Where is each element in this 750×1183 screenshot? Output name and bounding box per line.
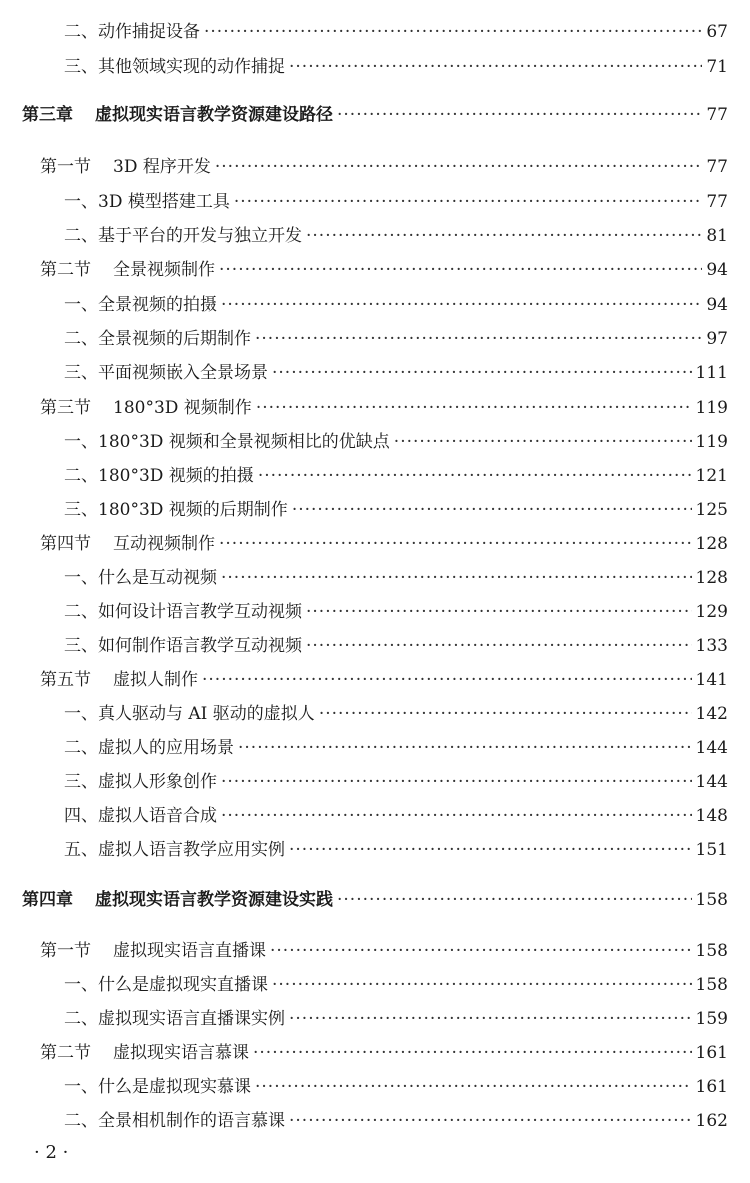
toc-entry-text	[64, 839, 285, 861]
toc-subsection	[64, 635, 728, 657]
toc-subsection	[64, 1110, 728, 1132]
toc-entry-text	[40, 533, 215, 555]
toc-entry-title: 三、如何制作语言教学互动视频	[64, 636, 302, 656]
toc-section	[40, 533, 728, 555]
dot-leader	[289, 56, 702, 78]
toc-entry-text	[40, 156, 211, 178]
dot-leader	[306, 601, 692, 623]
toc-entry-title: 虚拟现实语言教学资源建设路径	[95, 105, 333, 125]
toc-subsection	[64, 974, 728, 996]
toc-subsection	[64, 737, 728, 759]
toc-entry-title: 二、180°3D 视频的拍摄	[64, 466, 254, 486]
toc-entry-title: 三、180°3D 视频的后期制作	[64, 500, 288, 520]
toc-entry-page: 77	[706, 157, 728, 177]
dot-leader	[215, 156, 703, 178]
toc-entry-title: 一、180°3D 视频和全景视频相比的优缺点	[64, 432, 390, 452]
toc-entry-title: 互动视频制作	[113, 534, 215, 554]
toc-subsection	[64, 1076, 728, 1098]
dot-leader	[202, 669, 692, 691]
toc-entry-label: 第五节	[40, 670, 91, 690]
toc-entry-text	[64, 499, 288, 521]
toc-entry-text	[64, 191, 230, 213]
toc-entry-page: 148	[695, 806, 728, 826]
toc-entry-text	[64, 328, 251, 350]
toc-entry-text	[40, 1042, 249, 1064]
toc-entry-text	[64, 1110, 285, 1132]
toc-entry-page: 158	[695, 975, 728, 995]
toc-subsection	[64, 328, 728, 350]
toc-entry-page: 77	[706, 105, 728, 125]
toc-entry-page: 144	[695, 772, 728, 792]
toc-entry-title: 一、3D 模型搭建工具	[64, 192, 230, 212]
toc-entry-page: 158	[695, 941, 728, 961]
dot-leader	[221, 294, 702, 316]
toc-entry-text	[64, 771, 217, 793]
toc-entry-title: 二、虚拟人的应用场景	[64, 738, 234, 758]
dot-leader	[219, 259, 702, 281]
toc-subsection	[64, 601, 728, 623]
toc-entry-text	[64, 974, 268, 996]
toc-subsection	[64, 431, 728, 453]
toc-entry-title: 3D 程序开发	[113, 157, 211, 177]
toc-entry-title: 二、全景视频的后期制作	[64, 329, 251, 349]
dot-leader	[289, 1110, 692, 1132]
toc-entry-text	[64, 56, 285, 78]
toc-entry-title: 二、虚拟现实语言直播课实例	[64, 1009, 285, 1029]
toc-entry-text	[64, 601, 302, 623]
toc-entry-page: 128	[695, 568, 728, 588]
toc-subsection	[64, 191, 728, 213]
toc-entry-page: 81	[706, 226, 728, 246]
toc-entry-page: 161	[695, 1043, 728, 1063]
toc-entry-title: 一、什么是互动视频	[64, 568, 217, 588]
toc-subsection	[64, 703, 728, 725]
toc-entry-text	[22, 889, 333, 911]
toc-entry-label: 第一节	[40, 157, 91, 177]
dot-leader	[255, 328, 702, 350]
dot-leader	[238, 737, 692, 759]
toc-entry-page: 119	[695, 398, 728, 418]
page-number: · 2 ·	[34, 1142, 69, 1163]
dot-leader	[255, 1076, 692, 1098]
toc-entry-page: 128	[695, 534, 728, 554]
toc-chapter	[22, 889, 728, 911]
toc-entry-page: 94	[706, 295, 728, 315]
toc-section	[40, 397, 728, 419]
dot-leader	[221, 567, 692, 589]
dot-leader	[221, 805, 692, 827]
toc-entry-title: 三、虚拟人形象创作	[64, 772, 217, 792]
dot-leader	[256, 397, 692, 419]
toc-entry-page: 94	[706, 260, 728, 280]
toc-entry-label: 第二节	[40, 1043, 91, 1063]
dot-leader	[289, 1008, 692, 1030]
toc-entry-label: 第四节	[40, 534, 91, 554]
dot-leader	[292, 499, 692, 521]
toc-entry-label: 第四章	[22, 890, 73, 910]
dot-leader	[234, 191, 703, 213]
dot-leader	[394, 431, 692, 453]
toc-subsection	[64, 56, 728, 78]
toc-entry-page: 141	[695, 670, 728, 690]
toc-entry-text	[64, 294, 217, 316]
toc-entry-text	[64, 21, 200, 43]
dot-leader	[319, 703, 692, 725]
toc-subsection	[64, 294, 728, 316]
dot-leader	[219, 533, 692, 555]
toc-subsection	[64, 805, 728, 827]
toc-entry-page: 67	[706, 22, 728, 42]
toc-entry-page: 133	[695, 636, 728, 656]
toc-entry-page: 158	[695, 890, 728, 910]
toc-chapter	[22, 104, 728, 126]
toc-subsection	[64, 1008, 728, 1030]
toc-entry-label: 第二节	[40, 260, 91, 280]
toc-entry-title: 四、虚拟人语音合成	[64, 806, 217, 826]
toc-subsection	[64, 225, 728, 247]
toc-entry-title: 全景视频制作	[113, 260, 215, 280]
dot-leader	[221, 771, 692, 793]
toc-entry-title: 一、什么是虚拟现实直播课	[64, 975, 268, 995]
toc-section	[40, 940, 728, 962]
toc-entry-title: 180°3D 视频制作	[113, 398, 252, 418]
toc-entry-text	[40, 940, 266, 962]
toc-subsection	[64, 465, 728, 487]
toc-entry-text	[64, 1008, 285, 1030]
dot-leader	[258, 465, 692, 487]
dot-leader	[272, 362, 692, 384]
toc-entry-page: 144	[695, 738, 728, 758]
toc-section	[40, 156, 728, 178]
toc-entry-title: 一、什么是虚拟现实慕课	[64, 1077, 251, 1097]
toc-subsection	[64, 771, 728, 793]
toc-entry-page: 97	[706, 329, 728, 349]
toc-entry-text	[64, 635, 302, 657]
toc-entry-page: 71	[706, 57, 728, 77]
toc-entry-text	[64, 225, 302, 247]
dot-leader	[270, 940, 692, 962]
toc-section	[40, 259, 728, 281]
toc-entry-title: 五、虚拟人语言教学应用实例	[64, 840, 285, 860]
toc-entry-title: 二、动作捕捉设备	[64, 22, 200, 42]
dot-leader	[306, 225, 702, 247]
toc-entry-label: 第三章	[22, 105, 73, 125]
toc-entry-text	[64, 703, 315, 725]
toc-entry-title: 虚拟现实语言教学资源建设实践	[95, 890, 333, 910]
toc-entry-page: 111	[695, 363, 728, 383]
toc-entry-label: 第三节	[40, 398, 91, 418]
toc-entry-title: 二、全景相机制作的语言慕课	[64, 1111, 285, 1131]
toc-section	[40, 669, 728, 691]
toc-entry-page: 129	[695, 602, 728, 622]
dot-leader	[337, 889, 692, 911]
toc-entry-text	[64, 362, 268, 384]
toc-entry-title: 三、平面视频嵌入全景场景	[64, 363, 268, 383]
toc-entry-page: 119	[695, 432, 728, 452]
toc-entry-text	[64, 465, 254, 487]
toc-entry-title: 一、真人驱动与 AI 驱动的虚拟人	[64, 704, 315, 724]
toc-entry-title: 二、如何设计语言教学互动视频	[64, 602, 302, 622]
toc-entry-page: 121	[695, 466, 728, 486]
toc-entry-title: 虚拟现实语言慕课	[113, 1043, 249, 1063]
toc-entry-page: 142	[695, 704, 728, 724]
dot-leader	[272, 974, 692, 996]
toc-entry-page: 162	[695, 1111, 728, 1131]
toc-entry-page: 125	[695, 500, 728, 520]
toc-entry-page: 161	[695, 1077, 728, 1097]
toc-entry-title: 虚拟现实语言直播课	[113, 941, 266, 961]
toc-entry-page: 159	[695, 1009, 728, 1029]
toc-subsection	[64, 839, 728, 861]
toc-entry-title: 一、全景视频的拍摄	[64, 295, 217, 315]
dot-leader	[337, 104, 702, 126]
toc-subsection	[64, 362, 728, 384]
toc-section	[40, 1042, 728, 1064]
dot-leader	[289, 839, 692, 861]
toc-entry-title: 三、其他领域实现的动作捕捉	[64, 57, 285, 77]
toc-entry-text	[40, 669, 198, 691]
toc-subsection	[64, 21, 728, 43]
toc-entry-text	[40, 259, 215, 281]
toc-entry-text	[64, 567, 217, 589]
toc-entry-page: 151	[695, 840, 728, 860]
toc-subsection	[64, 499, 728, 521]
toc-entry-text	[22, 104, 333, 126]
toc-entry-text	[64, 805, 217, 827]
toc-entry-title: 二、基于平台的开发与独立开发	[64, 226, 302, 246]
toc-entry-title: 虚拟人制作	[113, 670, 198, 690]
dot-leader	[253, 1042, 692, 1064]
toc-entry-text	[40, 397, 252, 419]
toc-entry-page: 77	[706, 192, 728, 212]
toc-entry-text	[64, 431, 390, 453]
toc-entry-text	[64, 737, 234, 759]
dot-leader	[306, 635, 692, 657]
dot-leader	[204, 21, 702, 43]
toc-subsection	[64, 567, 728, 589]
toc-entry-label: 第一节	[40, 941, 91, 961]
toc-entry-text	[64, 1076, 251, 1098]
